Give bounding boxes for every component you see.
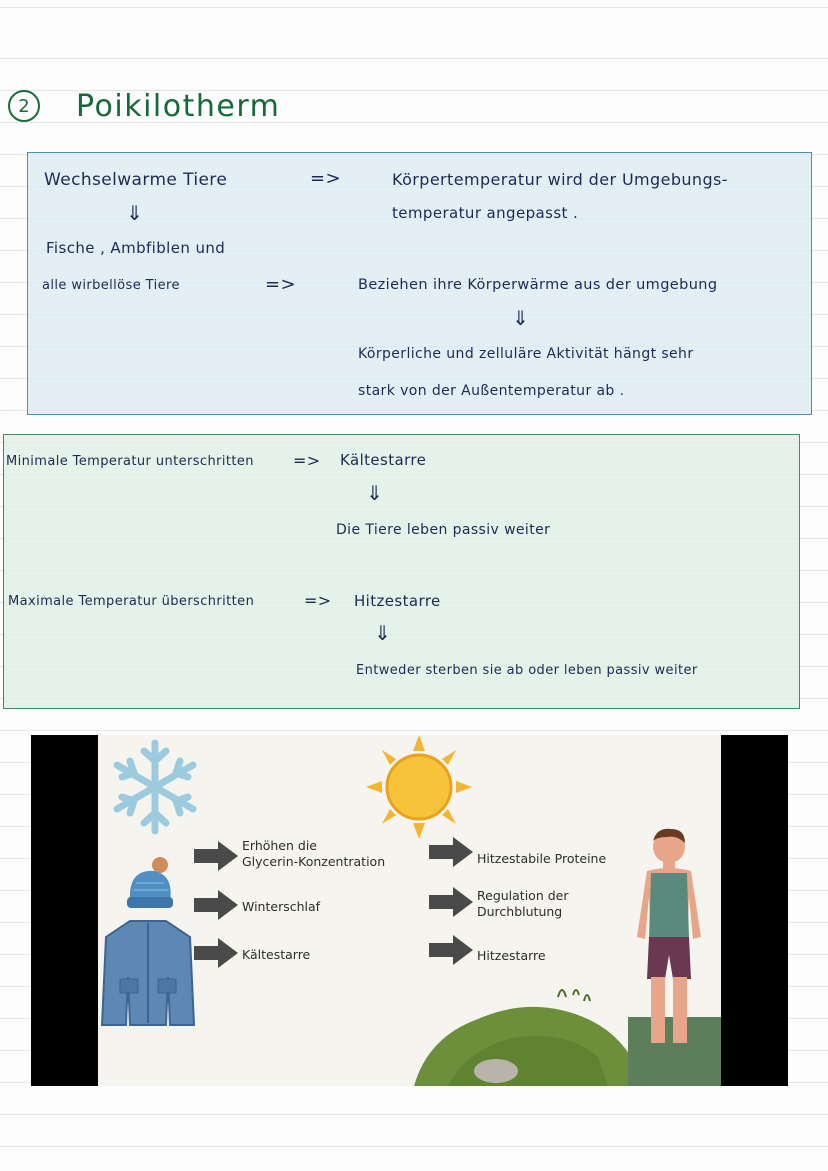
arrow-right-icon <box>194 841 238 871</box>
video-illustration <box>98 735 721 1086</box>
down-arrow: ⇓ <box>512 306 530 330</box>
note-fische-ambfiblen: Fische , Ambfiblen und <box>46 239 226 257</box>
label-hitzestabile-proteine: Hitzestabile Proteine <box>477 851 607 866</box>
implies-arrow: => <box>310 168 341 189</box>
note-zellulaere-aktivitaet: Körperliche und zelluläre Aktivität hängt sehr <box>358 346 694 362</box>
section-heading <box>8 86 280 126</box>
label-hitzestarre: Hitzestarre <box>477 948 546 963</box>
note-leben-passiv-weiter: Die Tiere leben passiv weiter <box>336 522 551 538</box>
arrow-right-icon <box>429 935 473 965</box>
label-glycerin: Erhöhen die Glycerin-Konzentration <box>242 838 386 869</box>
note-hitzestarre: Hitzestarre <box>354 592 441 610</box>
arrow-right-icon <box>194 938 238 968</box>
implies-arrow: => <box>265 274 296 295</box>
label-winterschlaf: Winterschlaf <box>242 899 321 914</box>
implies-arrow: => <box>293 451 321 470</box>
implies-arrow: => <box>304 591 332 610</box>
sun-icon <box>366 735 472 839</box>
note-beziehen-koerperwaerme: Beziehen ihre Körperwärme aus der umgebung <box>358 277 718 293</box>
note-angepasst: temperatur angepasst . <box>392 204 579 222</box>
note-sterben-oder-leben: Entweder sterben sie ab oder leben passiv weiter <box>356 663 698 678</box>
note-minimale-temperatur: Minimale Temperatur unterschritten <box>6 454 254 469</box>
page-title: Poikilotherm <box>76 88 281 124</box>
person-icon <box>627 827 711 1049</box>
arrow-right-icon <box>429 837 473 867</box>
jacket-icon <box>100 917 196 1029</box>
snowflake-icon <box>100 737 210 837</box>
grass-hill-icon <box>408 967 648 1086</box>
label-regulation-durchblutung: Regulation der Durchblutung <box>477 888 569 919</box>
note-aussentemperatur: stark von der Außentemperatur ab . <box>358 383 625 399</box>
note-kaeltestarre: Kältestarre <box>340 451 427 469</box>
note-wechselwarme-tiere: Wechselwarme Tiere <box>44 170 228 190</box>
arrow-right-icon <box>194 890 238 920</box>
arrow-right-icon <box>429 887 473 917</box>
note-koerpertemperatur: Körpertemperatur wird der Umgebungs- <box>392 170 728 189</box>
down-arrow: ⇓ <box>366 481 384 505</box>
down-arrow: ⇓ <box>374 621 392 645</box>
section-number: 2 <box>8 90 40 122</box>
label-kaeltestarre: Kältestarre <box>242 947 311 962</box>
hat-icon <box>124 855 176 911</box>
note-wirbellose-tiere: alle wirbellöse Tiere <box>42 278 180 293</box>
down-arrow: ⇓ <box>126 201 144 225</box>
note-maximale-temperatur: Maximale Temperatur überschritten <box>8 594 255 609</box>
video-frame <box>31 735 788 1086</box>
